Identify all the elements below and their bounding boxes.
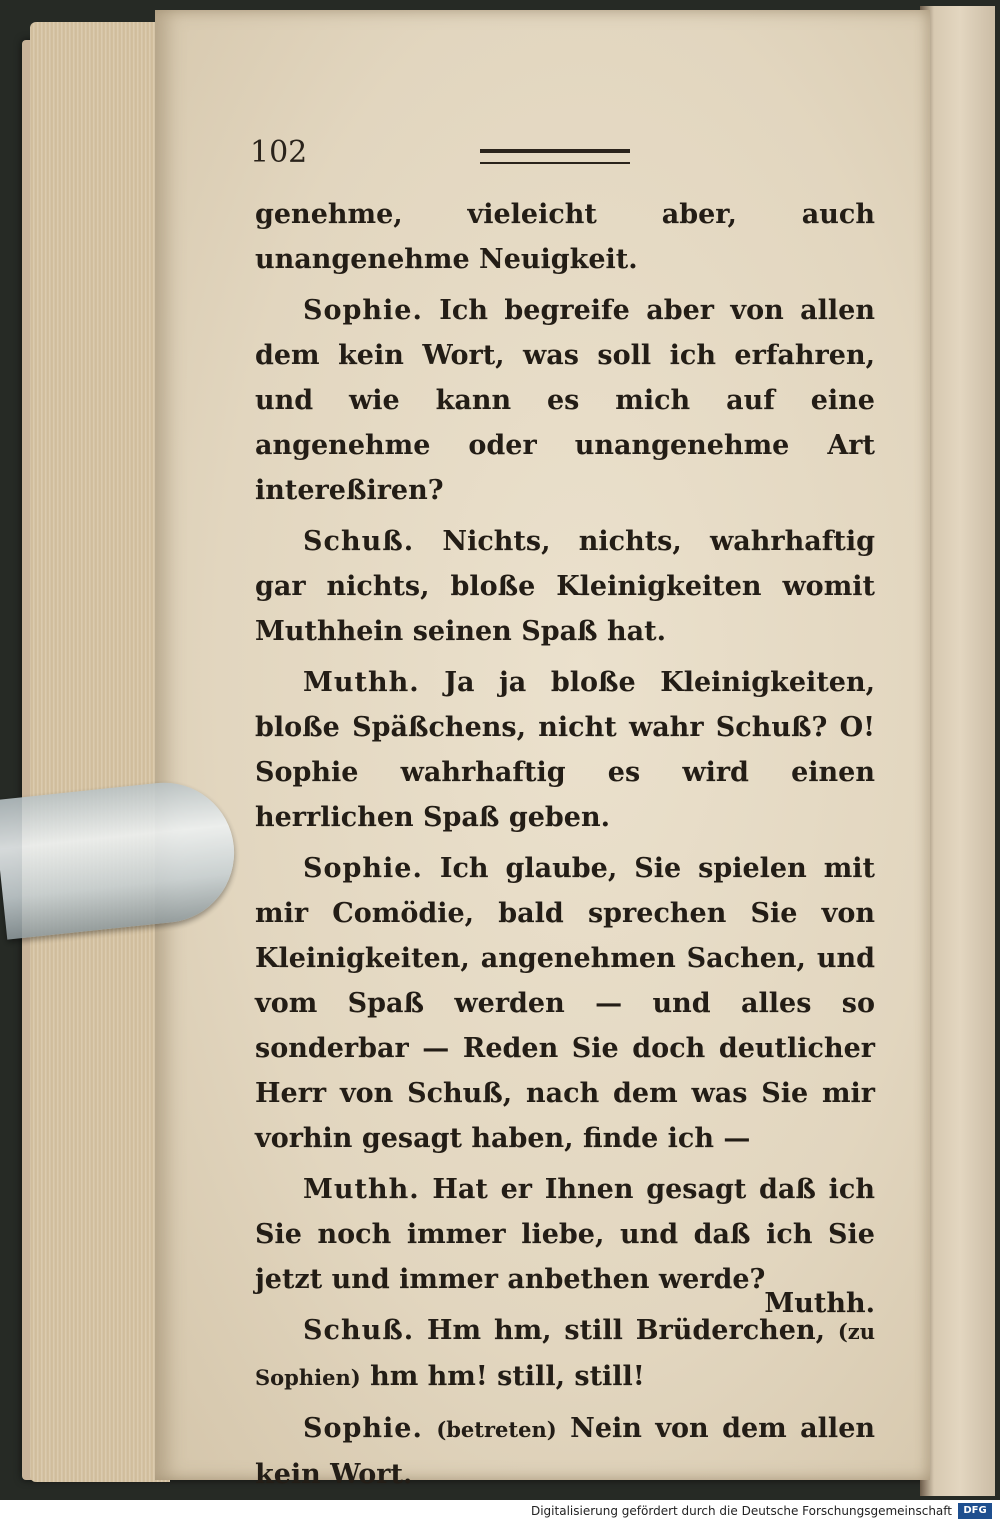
speaker-name: Sophie. — [303, 853, 423, 884]
header-rule — [480, 149, 630, 164]
page-edges — [30, 22, 170, 1482]
paragraph-text: Nein von dem allen kein Wort. — [255, 1413, 875, 1490]
paragraph-text: Ich glaube, Sie spielen mit mir Comödie, bald sprechen Sie von Kleinigkeiten, angenehmen Sachen, und vom Spaß werden — und alles so sonderbar — Reden Sie doch deutlicher Herr von Schuß, nach dem was Sie mir vorhin gesagt haben, finde ich — — [255, 853, 875, 1154]
speaker-name: Sophie. — [303, 1413, 423, 1444]
paragraph-text: Ja ja bloße Kleinigkeiten, bloße Späßchens, nicht wahr Schuß? O! Sophie wahrhaftig es wird einen herrlichen Spaß geben. — [255, 667, 875, 833]
paragraph — [255, 1406, 875, 1497]
stage-direction: (betreten) — [436, 1417, 557, 1442]
paragraph — [255, 1167, 875, 1302]
speaker-name: Muthh. — [303, 1174, 420, 1205]
paragraph-text: hm hm! still, still! — [370, 1361, 645, 1392]
catchword: Muthh. — [764, 1288, 875, 1319]
paragraph-text: genehme, vieleicht aber, auch unangenehme Neuigkeit. — [255, 199, 875, 275]
paragraph — [255, 288, 875, 513]
paragraph-text: Nichts, nichts, wahrhaftig gar nichts, bloße Kleinigkeiten womit Muthhein seinen Spaß hat. — [255, 526, 875, 647]
paragraph-text: Hm hm, still Brüderchen, — [427, 1315, 825, 1346]
footer-bar — [0, 1500, 1000, 1523]
book-page — [155, 10, 930, 1490]
speaker-name: Muthh. — [303, 667, 420, 698]
dfg-logo-icon: DFG — [958, 1503, 992, 1519]
facing-page-edge — [920, 6, 995, 1496]
funding-credit: Digitalisierung gefördert durch die Deutsche Forschungsgemeinschaft — [530, 1504, 952, 1518]
paragraph — [255, 192, 875, 282]
paragraph — [255, 519, 875, 654]
paragraph — [255, 846, 875, 1161]
paragraph-text: Hat er Ihnen gesagt daß ich Sie noch immer liebe, und daß ich Sie jetzt und immer anbethen werde? — [255, 1174, 875, 1295]
stage-direction: (zu Sophien) — [255, 1319, 875, 1390]
speaker-name: Schuß. — [303, 526, 415, 557]
page-number: 102 — [250, 135, 308, 170]
paragraph — [255, 660, 875, 840]
paragraph-text: Ich begreife aber von allen dem kein Wort, was soll ich erfahren, und wie kann es mich auf eine angenehme oder unangenehme Art intereßiren? — [255, 295, 875, 506]
paragraph — [255, 1308, 875, 1400]
speaker-name: Sophie. — [303, 295, 423, 326]
speaker-name: Schuß. — [303, 1315, 415, 1346]
running-header — [250, 135, 850, 175]
